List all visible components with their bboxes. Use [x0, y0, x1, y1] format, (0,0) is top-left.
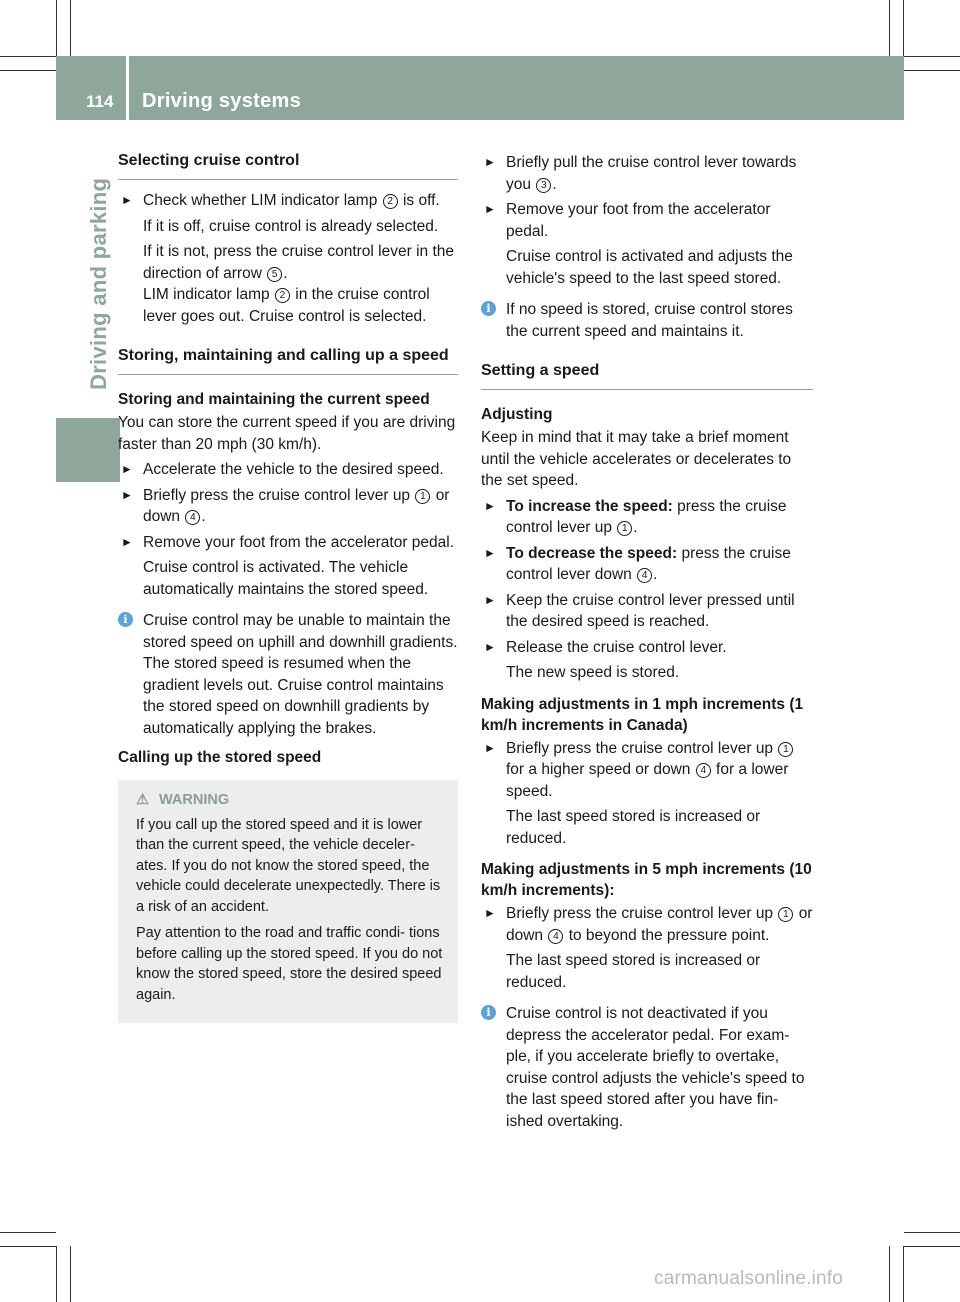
- step-note: Cruise control is activated. The vehicle automatically maintains the stored speed.: [143, 559, 429, 598]
- arrow-right-icon: ►: [121, 534, 133, 549]
- info-icon: i: [481, 1005, 496, 1020]
- step-note: The last speed stored is increased or reduced.: [506, 808, 761, 847]
- info-text: If no speed is stored, cruise control stores the current speed and maintains it.: [506, 301, 793, 340]
- step-text: Briefly press the cruise control lever up: [506, 905, 774, 922]
- crop-mark: [56, 0, 57, 56]
- arrow-right-icon: ►: [484, 740, 496, 755]
- step-text: Remove your foot from the accelerator pedal.: [143, 533, 455, 551]
- arrow-right-icon: ►: [121, 487, 133, 502]
- right-column: [481, 150, 813, 1140]
- callout-number: 4: [185, 510, 200, 525]
- step-text: Briefly pull the cruise control lever towards you: [506, 154, 797, 193]
- step-text: for a lower speed.: [506, 761, 789, 800]
- callout-number: 1: [778, 907, 793, 922]
- step-item: [481, 637, 813, 659]
- crop-mark: [0, 70, 56, 71]
- info-text: Cruise control may be unable to maintain the stored speed on uphill and downhill gradients. The stored speed is resumed when the gradient levels out. Cruise control maintains the stored speed on downhill gradients by automatically applying the brakes.: [143, 612, 458, 737]
- step-text: Remove your foot from the accelerator pedal.: [506, 201, 771, 240]
- step-note: The last speed stored is increased or reduced.: [506, 952, 761, 991]
- paragraph: Keep in mind that it may take a brief moment until the vehicle accelerates or decelerates to the set speed.: [481, 429, 792, 489]
- step-text: Keep the cruise control lever pressed until the desired speed is reached.: [506, 591, 795, 630]
- header-divider: [126, 56, 129, 120]
- callout-number: 1: [778, 742, 793, 757]
- step-item: ► Briefly press the cruise control lever up 1 or down 4 .: [121, 486, 450, 525]
- callout-number: 2: [275, 288, 290, 303]
- arrow-right-icon: ►: [484, 498, 496, 513]
- step-text: Accelerate the vehicle to the desired speed.: [143, 461, 444, 478]
- crop-mark: [0, 56, 56, 57]
- info-note: [481, 1003, 813, 1132]
- arrow-right-icon: ►: [121, 193, 133, 207]
- crop-mark: [904, 1246, 960, 1247]
- info-note: [118, 610, 458, 739]
- step-text: press the cruise control lever up: [506, 497, 787, 536]
- heading-setting-speed: Setting a speed: [481, 360, 813, 390]
- step-label: To increase the speed:: [506, 497, 673, 515]
- paragraph: You can store the current speed if you are driving faster than 20 mph (30 km/h).: [118, 414, 456, 453]
- heading-adjusting: Adjusting: [481, 406, 553, 423]
- heading-5mph: Making adjustments in 5 mph increments (10 km/h increments):: [481, 861, 812, 899]
- crop-mark: [0, 1246, 56, 1247]
- step-text: to beyond the pressure point.: [568, 926, 770, 944]
- section-title: Driving systems: [142, 90, 302, 112]
- info-icon: i: [481, 301, 496, 316]
- step-item: [481, 738, 813, 803]
- step-text: Briefly press the cruise control lever up: [143, 486, 411, 504]
- step-note: The new speed is stored.: [506, 664, 680, 681]
- callout-number: 3: [536, 178, 551, 193]
- note-text: If it is not, press the cruise control lever in the direction of arrow: [143, 243, 454, 282]
- step-note: If it is not, press the cruise control lever in the direction of arrow 5 . LIM indicator lamp 2 in the cruise control lever goes out. Cruise control is selected.: [143, 243, 454, 325]
- crop-mark: [904, 1232, 960, 1233]
- warning-text: If you call up the stored speed and it is lower than the current speed, the vehicle deceler- ates. If you do not know the stored speed, the vehicle could decelerate unexpectedly. There is a risk of an accident.: [136, 816, 441, 915]
- arrow-right-icon: ►: [484, 545, 496, 560]
- left-column: [118, 150, 458, 1023]
- side-tab-block: [56, 418, 120, 482]
- crop-mark: [903, 1246, 904, 1302]
- page-number: 114: [86, 92, 114, 111]
- crop-mark: [70, 0, 71, 56]
- watermark: carmanualsonline.info: [654, 1268, 844, 1289]
- step-text: Release the cruise control lever.: [506, 638, 727, 656]
- crop-mark: [889, 1246, 890, 1302]
- callout-number: 2: [383, 194, 398, 209]
- step-text: or down: [143, 486, 450, 525]
- step-label: To decrease the speed:: [506, 544, 678, 562]
- arrow-right-icon: ►: [484, 155, 496, 169]
- arrow-right-icon: ►: [484, 202, 496, 216]
- step-item: ► To increase the speed: press the cruise control lever up 1 .: [484, 497, 787, 536]
- crop-mark: [56, 1246, 57, 1302]
- heading-calling-up: Calling up the stored speed: [118, 749, 322, 766]
- info-text: Cruise control is not deactivated if you depress the accelerator pedal. For exam- ple, if you accelerate briefly to overtake, cruise control adjusts the vehicle's speed to the last speed stored after you have fin- ished overtaking.: [506, 1005, 805, 1130]
- step-text: or down: [506, 905, 813, 944]
- callout-number: 4: [696, 763, 711, 778]
- crop-mark: [0, 1232, 56, 1233]
- step-item: [118, 190, 458, 212]
- heading-storing: Storing, maintaining and calling up a speed: [118, 345, 458, 375]
- step-item: [118, 459, 458, 481]
- arrow-right-icon: ►: [121, 462, 133, 476]
- step-text: is off.: [402, 192, 440, 209]
- note-text: in the cruise control lever goes out. Cruise control is selected.: [143, 286, 430, 325]
- step-note: Cruise control is activated and adjusts the vehicle's speed to the last speed stored.: [506, 248, 793, 287]
- warning-triangle-icon: ⚠: [136, 792, 149, 808]
- crop-mark: [904, 70, 960, 71]
- note-text: LIM indicator lamp: [143, 286, 270, 303]
- warning-header: [136, 790, 448, 811]
- callout-number: 1: [617, 521, 632, 536]
- crop-mark: [903, 0, 904, 56]
- info-icon: i: [118, 612, 133, 627]
- crop-mark: [70, 1246, 71, 1302]
- step-item: [481, 903, 813, 946]
- step-item: [118, 532, 458, 554]
- step-text: Check whether LIM indicator lamp: [143, 192, 378, 209]
- step-item: [481, 590, 813, 633]
- arrow-right-icon: ►: [484, 639, 496, 654]
- callout-number: 1: [415, 489, 430, 504]
- callout-number: 4: [637, 568, 652, 583]
- warning-text: Pay attention to the road and traffic condi- tions before calling up the stored speed. If you do not know the stored speed, store the desired speed again.: [136, 925, 443, 1003]
- heading-1mph: Making adjustments in 1 mph increments (1 km/h increments in Canada): [481, 695, 804, 734]
- step-item: ► To decrease the speed: press the cruise control lever down 4 .: [484, 544, 791, 583]
- warning-box: [118, 780, 458, 1023]
- arrow-right-icon: ►: [484, 592, 496, 607]
- step-text: Briefly press the cruise control lever up: [506, 739, 774, 757]
- info-note: [481, 299, 813, 342]
- crop-mark: [889, 0, 890, 56]
- step-note: If it is off, cruise control is already selected.: [143, 217, 439, 235]
- step-text: for a higher speed or down: [506, 761, 691, 778]
- step-item: ► Briefly pull the cruise control lever towards you 3 .: [484, 154, 797, 193]
- warning-title: WARNING: [159, 792, 230, 808]
- callout-number: 5: [267, 267, 282, 282]
- heading-selecting-cruise-control: Selecting cruise control: [118, 150, 458, 180]
- arrow-right-icon: ►: [484, 906, 496, 920]
- crop-mark: [904, 56, 960, 57]
- callout-number: 4: [548, 929, 563, 944]
- step-text: press the cruise control lever down: [506, 544, 791, 583]
- side-tab-label: Driving and parking: [86, 177, 111, 390]
- heading-store-maintain: Storing and maintaining the current speed: [118, 391, 430, 408]
- step-item: [481, 199, 813, 242]
